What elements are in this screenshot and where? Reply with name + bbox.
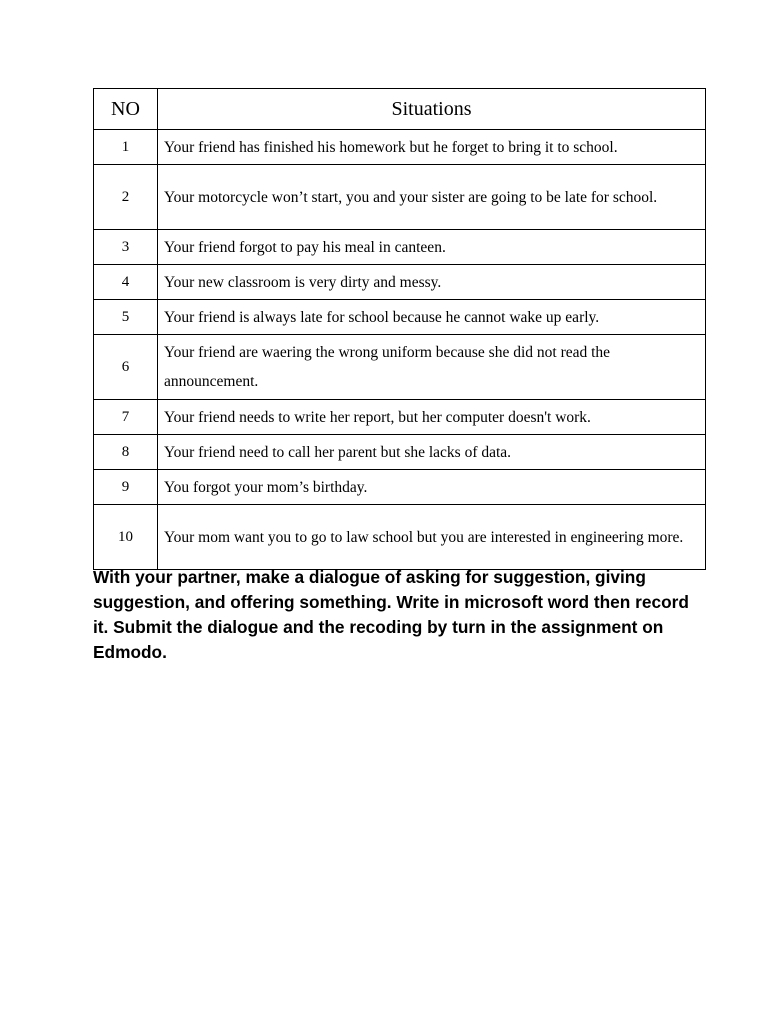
table-row bbox=[94, 400, 706, 435]
row-number: 1 bbox=[94, 130, 158, 165]
row-number: 4 bbox=[94, 265, 158, 300]
situations-table bbox=[93, 88, 706, 570]
table-row bbox=[94, 130, 706, 165]
row-number: 3 bbox=[94, 230, 158, 265]
row-number: 2 bbox=[94, 165, 158, 230]
header-no: NO bbox=[94, 89, 158, 130]
table-row bbox=[94, 265, 706, 300]
situation-text: Your friend are waering the wrong uniform because she did not read the announcement. bbox=[158, 335, 706, 400]
situation-text: Your friend has finished his homework but he forget to bring it to school. bbox=[158, 130, 706, 165]
situation-text: Your friend need to call her parent but she lacks of data. bbox=[158, 435, 706, 470]
situation-text: Your friend is always late for school because he cannot wake up early. bbox=[158, 300, 706, 335]
table-row bbox=[94, 470, 706, 505]
situation-text: Your motorcycle won’t start, you and your sister are going to be late for school. bbox=[158, 165, 706, 230]
row-number: 7 bbox=[94, 400, 158, 435]
row-number: 6 bbox=[94, 335, 158, 400]
row-number: 8 bbox=[94, 435, 158, 470]
situation-text: Your friend needs to write her report, but her computer doesn't work. bbox=[158, 400, 706, 435]
table-row bbox=[94, 435, 706, 470]
row-number: 5 bbox=[94, 300, 158, 335]
situation-text: Your new classroom is very dirty and messy. bbox=[158, 265, 706, 300]
table-body bbox=[94, 130, 706, 570]
header-row bbox=[94, 89, 706, 130]
situation-text: You forgot your mom’s birthday. bbox=[158, 470, 706, 505]
table-row bbox=[94, 300, 706, 335]
situation-text: Your friend forgot to pay his meal in canteen. bbox=[158, 230, 706, 265]
table-header bbox=[94, 89, 706, 130]
row-number: 10 bbox=[94, 505, 158, 570]
header-situations: Situations bbox=[158, 89, 706, 130]
table-row bbox=[94, 165, 706, 230]
table-row bbox=[94, 505, 706, 570]
table-row bbox=[94, 230, 706, 265]
table-row bbox=[94, 335, 706, 400]
assignment-instructions: With your partner, make a dialogue of asking for suggestion, giving suggestion, and offering something. Write in microsoft word then record it. Submit the dialogue and the recoding by turn in the assignment on Edmodo. bbox=[93, 567, 689, 662]
row-number: 9 bbox=[94, 470, 158, 505]
situation-text: Your mom want you to go to law school but you are interested in engineering more. bbox=[158, 505, 706, 570]
